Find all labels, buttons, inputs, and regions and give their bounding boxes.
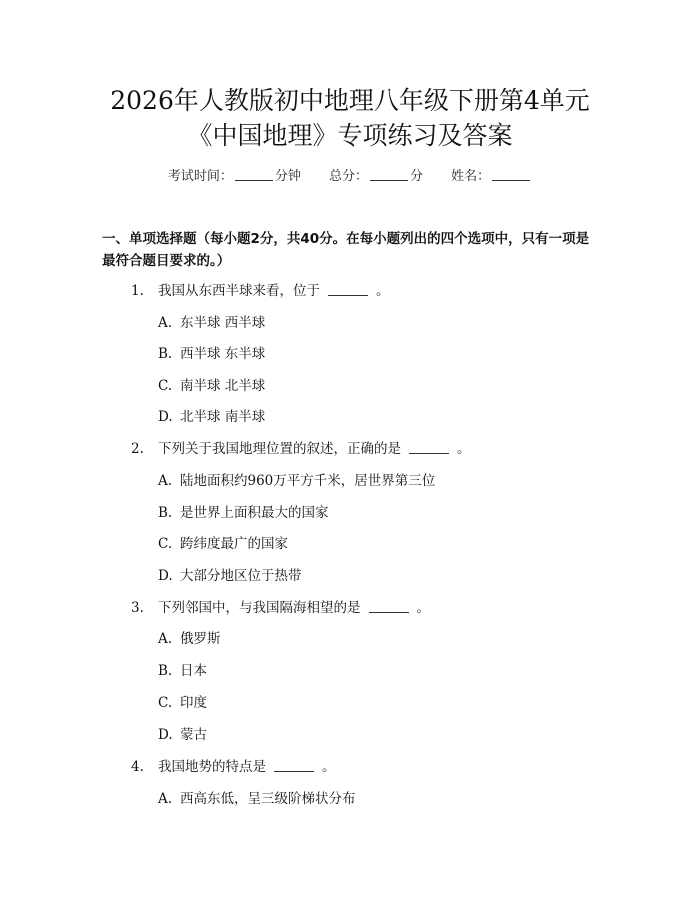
option-text: 南半球 北半球 xyxy=(180,378,266,394)
document-title-line-2: 《中国地理》专项练习及答案 xyxy=(187,121,513,150)
option-letter: A. xyxy=(158,631,173,647)
question-stem-end: 。 xyxy=(416,600,430,616)
answer-blank xyxy=(328,283,368,296)
option-4a xyxy=(158,790,356,808)
option-3b xyxy=(158,662,207,680)
option-letter: A. xyxy=(158,791,173,807)
option-1b xyxy=(158,345,265,363)
option-letter: A. xyxy=(158,473,173,489)
option-text: 日本 xyxy=(180,663,207,679)
question-stem: 下列关于我国地理位置的叙述，正确的是 xyxy=(158,441,401,457)
option-3a xyxy=(158,630,221,648)
option-text: 西半球 东半球 xyxy=(180,346,266,362)
question-number: 1. xyxy=(131,283,144,299)
exam-time-unit: 分钟 xyxy=(274,169,301,184)
option-3c xyxy=(158,694,207,712)
student-name-label: 姓名： xyxy=(451,169,491,184)
question-number: 3. xyxy=(131,600,144,616)
option-letter: B. xyxy=(158,505,173,521)
option-1a xyxy=(158,314,265,332)
question-stem-end: 。 xyxy=(457,441,471,457)
option-text: 东半球 西半球 xyxy=(180,315,266,331)
option-2d xyxy=(158,567,302,585)
option-letter: A. xyxy=(158,315,173,331)
option-text: 大部分地区位于热带 xyxy=(180,568,302,584)
option-letter: C. xyxy=(158,536,173,552)
option-text: 是世界上面积最大的国家 xyxy=(180,505,329,521)
option-letter: D. xyxy=(158,568,173,584)
option-text: 俄罗斯 xyxy=(180,631,221,647)
answer-blank xyxy=(369,600,409,613)
question-stem: 我国从东西半球来看，位于 xyxy=(158,283,320,299)
question-stem-end: 。 xyxy=(322,759,336,775)
option-3d xyxy=(158,726,207,744)
total-score-blank xyxy=(370,168,408,181)
question-stem: 我国地势的特点是 xyxy=(158,759,266,775)
option-2a xyxy=(158,472,435,490)
student-name-blank xyxy=(492,168,530,181)
option-1d xyxy=(158,408,265,426)
option-letter: D. xyxy=(158,727,173,743)
total-score-unit: 分 xyxy=(410,169,424,184)
question-4 xyxy=(131,758,336,776)
question-stem-end: 。 xyxy=(376,283,390,299)
question-2 xyxy=(131,440,471,458)
student-name-field xyxy=(451,168,532,186)
option-text: 陆地面积约960万平方千米，居世界第三位 xyxy=(180,473,436,489)
option-1c xyxy=(158,377,265,395)
exam-time-blank xyxy=(235,168,273,181)
exam-time-label: 考试时间： xyxy=(167,169,233,184)
option-text: 西高东低，呈三级阶梯状分布 xyxy=(180,791,356,807)
option-2c xyxy=(158,535,288,553)
exam-time-field xyxy=(168,168,301,186)
question-number: 2. xyxy=(131,441,144,457)
answer-blank xyxy=(274,759,314,772)
document-title-line-1: 2026年人教版初中地理八年级下册第4单元 xyxy=(110,86,590,115)
section-heading: 一、单项选择题（每小题2分，共40分。在每小题列出的四个选项中，只有一项是最符合题目要求的。） xyxy=(102,231,590,269)
option-letter: B. xyxy=(158,663,173,679)
option-2b xyxy=(158,504,329,522)
exam-info-line xyxy=(0,168,700,186)
option-text: 印度 xyxy=(180,695,207,711)
question-stem: 下列邻国中，与我国隔海相望的是 xyxy=(158,600,361,616)
option-text: 北半球 南半球 xyxy=(180,409,266,425)
answer-blank xyxy=(409,441,449,454)
question-1 xyxy=(131,282,390,300)
option-letter: C. xyxy=(158,378,173,394)
option-letter: B. xyxy=(158,346,173,362)
question-number: 4. xyxy=(131,759,144,775)
total-score-field xyxy=(329,168,423,186)
option-letter: D. xyxy=(158,409,173,425)
option-text: 蒙古 xyxy=(180,727,207,743)
option-text: 跨纬度最广的国家 xyxy=(180,536,288,552)
total-score-label: 总分： xyxy=(328,169,368,184)
option-letter: C. xyxy=(158,695,173,711)
question-3 xyxy=(131,599,430,617)
